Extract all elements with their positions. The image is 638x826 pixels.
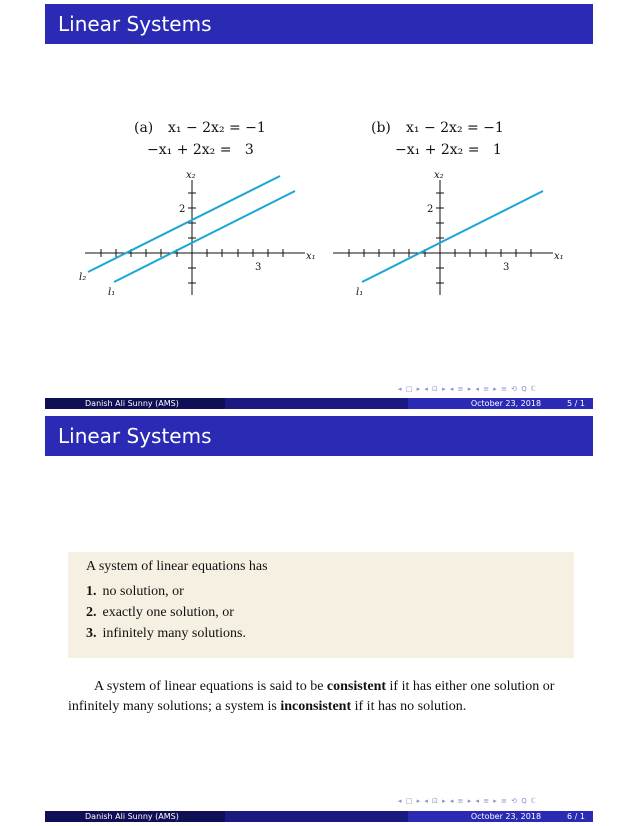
footer-date: October 23, 2018 <box>470 399 542 408</box>
figure-a-label: (a) <box>134 120 154 136</box>
box-intro: A system of linear equations has <box>86 559 268 574</box>
figure-b-graph <box>318 160 578 300</box>
slide-title <box>45 4 593 44</box>
list-item <box>86 626 246 647</box>
slide-title <box>45 416 593 456</box>
footer-page: 6 / 1 <box>567 812 585 821</box>
term-inconsistent: inconsistent <box>280 699 352 714</box>
line-l1-label: l₁ <box>108 287 116 298</box>
term-consistent: consistent <box>326 679 387 694</box>
x-axis-label: x₁ <box>554 251 564 262</box>
definition-box <box>68 552 574 658</box>
xtick-label: 3 <box>503 262 510 273</box>
line-l1-label: l₁ <box>356 287 364 298</box>
line-l2 <box>88 176 280 272</box>
solution-list <box>86 584 246 647</box>
list-number: 1. <box>86 584 97 599</box>
beamer-navigation[interactable]: ◂ □ ▸ ◂ ⊡ ▸ ◂ ≡ ▸ ◂ ≡ ▸ ≡ ⟲ Q ℂ <box>398 385 537 393</box>
list-text: infinitely many solutions. <box>102 626 246 641</box>
slide-footer <box>45 398 593 409</box>
list-number: 2. <box>86 605 97 620</box>
slide-title-text: Linear Systems <box>58 424 212 448</box>
line-l2-label: l₂ <box>79 272 87 283</box>
line-l1 <box>362 191 543 282</box>
slide-title-text: Linear Systems <box>58 12 212 36</box>
list-text: exactly one solution, or <box>102 605 234 620</box>
ytick-label: 2 <box>179 204 186 215</box>
para-text: if it has either one solution or infinitely many solutions; a system is <box>68 679 555 714</box>
list-number: 3. <box>86 626 97 641</box>
list-item <box>86 584 246 605</box>
line-l1 <box>114 191 295 282</box>
figure-a-graph <box>70 160 330 300</box>
footer-author: Danish Ali Sunny (AMS) <box>45 398 225 409</box>
figure-b-equation-1: x₁ − 2x₂ = −1 <box>406 120 504 136</box>
footer-right <box>408 398 593 409</box>
footer-page: 5 / 1 <box>567 399 585 408</box>
footer-date: October 23, 2018 <box>470 812 542 821</box>
para-text: if it has no solution. <box>351 699 467 714</box>
figure-b-equation-2: −x₁ + 2x₂ = 1 <box>395 142 502 158</box>
footer-right <box>408 811 593 822</box>
figure-a-equation-2: −x₁ + 2x₂ = 3 <box>147 142 254 158</box>
list-text: no solution, or <box>102 584 184 599</box>
list-item <box>86 605 246 626</box>
beamer-navigation[interactable]: ◂ □ ▸ ◂ ⊡ ▸ ◂ ≡ ▸ ◂ ≡ ▸ ≡ ⟲ Q ℂ <box>398 797 537 805</box>
ytick-label: 2 <box>427 204 434 215</box>
footer-author: Danish Ali Sunny (AMS) <box>45 811 225 822</box>
footer-mid <box>225 811 408 822</box>
para-text: A system of linear equations is said to be <box>94 679 327 694</box>
slide-footer <box>45 811 593 822</box>
y-axis-label: x₂ <box>186 170 196 181</box>
x-axis-label: x₁ <box>306 251 316 262</box>
figure-b-label: (b) <box>371 120 391 136</box>
footer-mid <box>225 398 408 409</box>
y-axis-label: x₂ <box>434 170 444 181</box>
xtick-label: 3 <box>255 262 262 273</box>
figure-a-equation-1: x₁ − 2x₂ = −1 <box>168 120 266 136</box>
definition-paragraph <box>68 677 578 717</box>
